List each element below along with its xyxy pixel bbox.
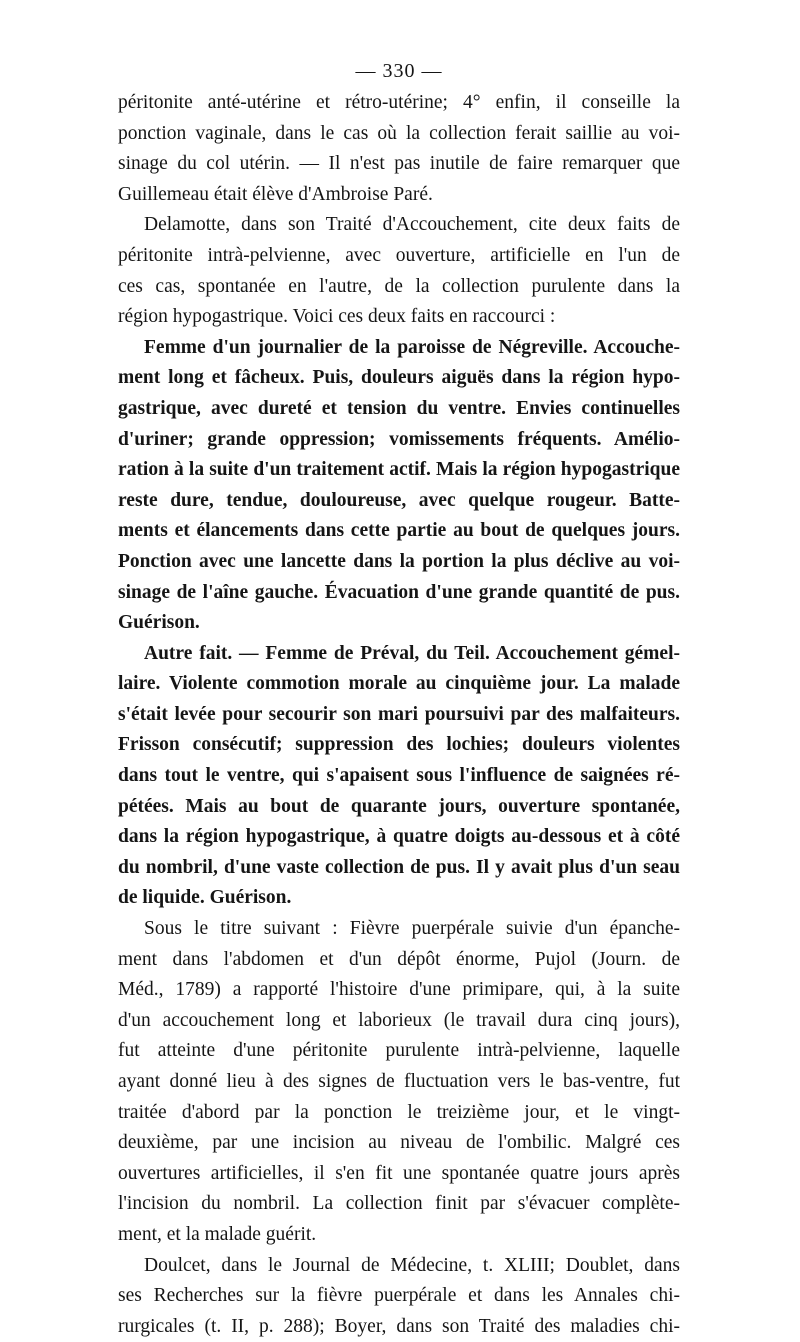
text-line: péritonite intrà-pelvienne, avec ouverture, artificielle en l'un de [118,244,680,266]
text-line: pétées. Mais au bout de quarante jours, ouverture spontanée, [118,795,680,817]
text-line: Femme d'un journalier de la paroisse de Négreville. Accouche- [144,336,680,358]
text-line: péritonite anté-utérine et rétro-utérine; 4° enfin, il conseille la [118,92,680,113]
text-line: dans tout le ventre, qui s'apaisent sous l'influence de saignées ré- [118,765,680,787]
text-line: ment, et la malade guérit. [118,1223,317,1245]
text-line: ouvertures artificielles, il s'en fit une spontanée quatre jours après [118,1162,680,1184]
page-number: — 330 — [355,60,443,82]
text-line: Guérison. [118,612,200,634]
body-text [118,88,680,1342]
text-line: Guillemeau était élève d'Ambroise Paré. [118,183,433,205]
text-line: Méd., 1789) a rapporté l'histoire d'une primipare, qui, à la suite [118,979,680,1001]
text-line: traitée d'abord par la ponction le treizième jour, et le vingt- [118,1101,680,1123]
text-line: dans la région hypogastrique, à quatre doigts au-dessous et à côté [118,826,680,848]
text-line: ponction vaginale, dans le cas où la collection ferait saillie au voi- [118,122,680,144]
text-line: Frisson consécutif; suppression des lochies; douleurs violentes [118,734,680,756]
text-line: rurgicales (t. II, p. 288); Boyer, dans son Traité des maladies chi- [118,1315,680,1337]
text-line: ces cas, spontanée en l'autre, de la collection purulente dans la [118,275,680,297]
text-line: Doulcet, dans le Journal de Médecine, t. XLIII; Doublet, dans [144,1254,680,1276]
text-line: d'un accouchement long et laborieux (le travail dura cinq jours), [118,1009,680,1031]
text-line: Ponction avec une lancette dans la portion la plus déclive au voi- [118,550,680,572]
text-line: sinage du col utérin. — Il n'est pas inutile de faire remarquer que [118,153,680,175]
text-line: gastrique, avec dureté et tension du ventre. Envies continuelles [118,397,680,419]
text-line: deuxième, par une incision au niveau de l'ombilic. Malgré ces [118,1132,680,1154]
text-line: laire. Violente commotion morale au cinquième jour. La malade [118,673,680,695]
book-page [118,56,680,1342]
text-line: ment dans l'abdomen et d'un dépôt énorme, Pujol (Journ. de [118,948,680,970]
text-line: l'incision du nombril. La collection finit par s'évacuer complète- [118,1193,680,1215]
text-line: ration à la suite d'un traitement actif. Mais la région hypogastrique [118,459,680,481]
text-line: reste dure, tendue, douloureuse, avec quelque rougeur. Batte- [118,489,680,511]
text-line: de liquide. Guérison. [118,887,292,909]
text-line: Autre fait. — Femme de Préval, du Teil. Accouchement gémel- [144,642,680,664]
text-line: Sous le titre suivant : Fièvre puerpérale suivie d'un épanche- [144,918,680,940]
text-line: sinage de l'aîne gauche. Évacuation d'une grande quantité de pus. [118,581,680,603]
text-line: ments et élancements dans cette partie au bout de quelques jours. [118,520,680,542]
text-line: région hypogastrique. Voici ces deux faits en raccourci : [118,306,556,328]
text-line: d'uriner; grande oppression; vomissements fréquents. Amélio- [118,428,680,450]
text-line: ses Recherches sur la fièvre puerpérale et dans les Annales chi- [118,1285,680,1307]
text-line: ayant donné lieu à des signes de fluctuation vers le bas-ventre, fut [118,1071,680,1092]
text-line: Delamotte, dans son Traité d'Accouchement, cite deux faits de [144,214,680,236]
text-line: du nombril, d'une vaste collection de pus. Il y avait plus d'un seau [118,856,680,878]
text-line: fut atteinte d'une péritonite purulente intrà-pelvienne, laquelle [118,1040,680,1062]
text-line: s'était levée pour secourir son mari poursuivi par des malfaiteurs. [118,703,680,725]
text-line: ment long et fâcheux. Puis, douleurs aiguës dans la région hypo- [118,367,680,389]
